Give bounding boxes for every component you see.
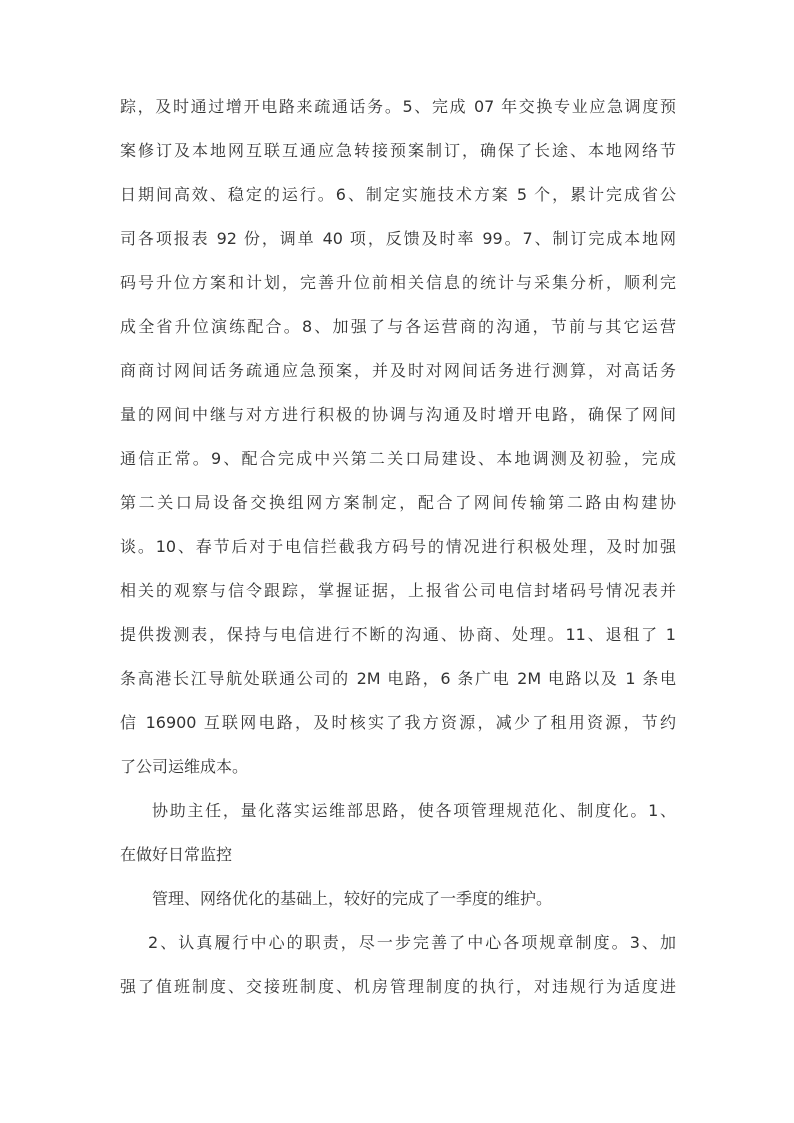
paragraph-1-line-4: 司各项报表 92 份，调单 40 项，反馈及时率 99。7、制订完成本地网 [120, 229, 676, 248]
paragraph-1-line-13: 提供拨测表，保持与电信进行不断的沟通、协商、处理。11、退租了 1 [120, 625, 676, 644]
line-gap [120, 118, 676, 140]
paragraph-1-line-12: 相关的观察与信令跟踪，掌握证据，上报省公司电信封堵码号情况表并 [120, 581, 676, 600]
line-gap [120, 690, 676, 712]
line-gap [120, 778, 676, 800]
line-gap [120, 558, 676, 580]
paragraph-1-line-7: 商商讨网间话务疏通应急预案，并及时对网间话务进行测算，对高话务 [120, 361, 676, 380]
line-gap [120, 382, 676, 404]
line-gap [120, 954, 676, 976]
paragraph-1-line-10: 第二关口局设备交换组网方案制定，配合了网间传输第二路由构建协 [120, 493, 676, 512]
paragraph-1-line-3: 日期间高效、稳定的运行。6、制定实施技术方案 5 个，累计完成省公 [120, 185, 676, 204]
line-gap [120, 514, 676, 536]
paragraph-1-line-16: 了公司运维成本。 [120, 757, 249, 776]
line-gap [120, 470, 676, 492]
line-gap [120, 338, 676, 360]
line-gap [120, 426, 676, 448]
document-body [120, 96, 676, 998]
line-gap [120, 602, 676, 624]
line-gap [120, 294, 676, 316]
line-gap [120, 866, 676, 888]
paragraph-1-line-8: 量的网间中继与对方进行积极的协调与沟通及时增开电路，确保了网间 [120, 405, 676, 424]
line-gap [120, 822, 676, 844]
paragraph-1-line-1: 踪，及时通过增开电路来疏通话务。5、完成 07 年交换专业应急调度预 [120, 97, 676, 116]
line-gap [120, 162, 676, 184]
paragraph-2-line-1: 协助主任，量化落实运维部思路，使各项管理规范化、制度化。1、 [152, 801, 676, 820]
line-gap [120, 734, 676, 756]
paragraph-3-line-1: 管理、网络优化的基础上，较好的完成了一季度的维护。 [152, 889, 553, 908]
line-gap [120, 910, 676, 932]
paragraph-1-line-15: 信 16900 互联网电路，及时核实了我方资源，减少了租用资源，节约 [120, 713, 676, 732]
paragraph-1-line-5: 码号升位方案和计划，完善升位前相关信息的统计与采集分析，顺利完 [120, 273, 676, 292]
paragraph-4-line-2: 强了值班制度、交接班制度、机房管理制度的执行，对违规行为适度进 [120, 977, 676, 996]
paragraph-1-line-11: 谈。10、春节后对于电信拦截我方码号的情况进行积极处理，及时加强 [120, 537, 676, 556]
line-gap [120, 646, 676, 668]
paragraph-2-line-2: 在做好日常监控 [120, 845, 233, 864]
line-gap [120, 250, 676, 272]
paragraph-1-line-6: 成全省升位演练配合。8、加强了与各运营商的沟通，节前与其它运营 [120, 317, 676, 336]
paragraph-1-line-14: 条高港长江导航处联通公司的 2M 电路，6 条广电 2M 电路以及 1 条电 [120, 669, 676, 688]
paragraph-1-line-2: 案修订及本地网互联互通应急转接预案制订，确保了长途、本地网络节 [120, 141, 676, 160]
paragraph-1-line-9: 通信正常。9、配合完成中兴第二关口局建设、本地调测及初验，完成 [120, 449, 676, 468]
paragraph-4-line-1: 2、认真履行中心的职责，尽一步完善了中心各项规章制度。3、加 [148, 933, 676, 952]
line-gap [120, 206, 676, 228]
